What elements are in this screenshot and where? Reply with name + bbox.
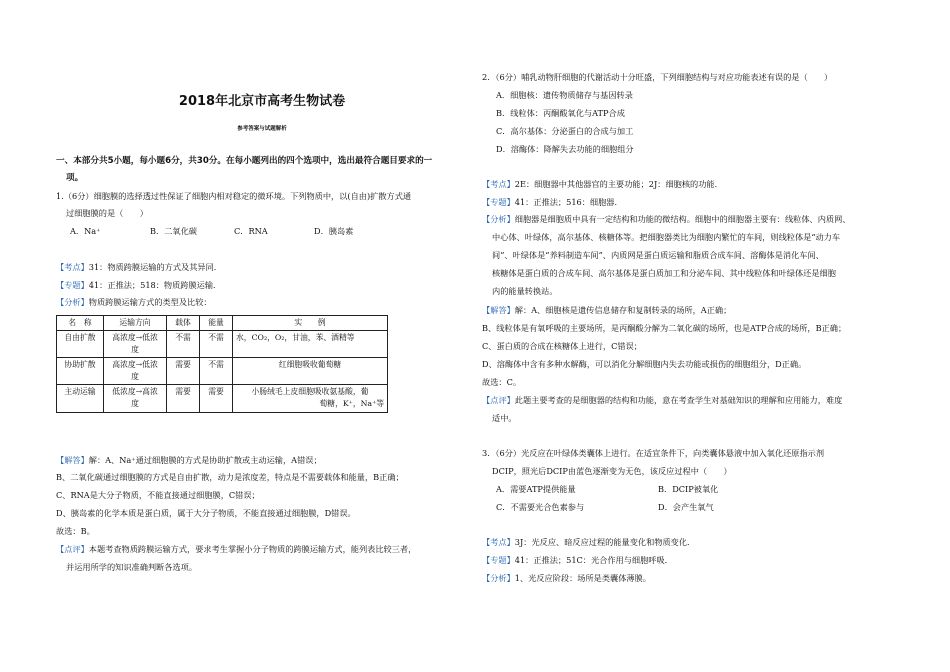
q1-stem-line2: 过细胞膜的是（ ） — [66, 208, 148, 218]
table-header-row — [57, 316, 388, 331]
q1-d-line: D、胰岛素的化学本质是蛋白质，属于大分子物质，不能直接通过细胞膜，D错误。 — [56, 508, 356, 518]
exam-title: 2018年北京市高考生物试卷 — [178, 94, 346, 109]
q2-c-line: C、蛋白质的合成在核糖体上进行，C错误； — [482, 341, 642, 351]
table-cell: 高浓度→低浓 度 — [104, 331, 167, 358]
q3-option-c: C．不需要光合色素参与 — [496, 502, 585, 512]
q2-dianping: 【点评】此题主要考查的是细胞器的结构和功能，意在考查学生对基础知识的理解和应用能力，难度 — [482, 395, 843, 405]
q1-answer: 故选：B。 — [56, 526, 95, 536]
transport-table — [56, 315, 388, 413]
fenxi-tag: 【分析】 — [482, 573, 515, 583]
table-cell: 红细胞吸收葡萄糖 — [233, 358, 388, 385]
table-cell: 小肠绒毛上皮细胞吸收氨基酸，葡 萄糖，K⁺，Na⁺等 — [233, 385, 388, 412]
exam-subtitle: 参考答案与试题解析 — [237, 126, 287, 132]
q2-fenxi-line2: 中心体、叶绿体，高尔基体、核糖体等。把细胞器类比为细胞内繁忙的车间，则线粒体是“动力车 — [492, 232, 841, 242]
zhuanti-tag: 【专题】 — [482, 197, 515, 207]
table-cell: 需要 — [200, 385, 233, 412]
table-cell: 不需 — [200, 358, 233, 385]
q1-b-line: B、二氧化碳通过细胞膜的方式是自由扩散，动力是浓度差，特点是不需要载体和能量，B正确； — [56, 472, 404, 482]
q1-zhuanti: 【专题】41：正推法；518：物质跨膜运输． — [56, 280, 222, 290]
q2-fenxi-line4: 核糖体是蛋白质的合成车间、高尔基体是蛋白质加工和分泌车间、其中线粒体和叶绿体还是细胞 — [492, 268, 836, 278]
jieda-tag: 【解答】 — [56, 455, 89, 465]
q1-option-d: D．胰岛素 — [314, 226, 354, 236]
q2-jieda: 【解答】解：A、细胞核是遗传信息储存和复制转录的场所，A正确； — [482, 305, 732, 315]
table-header-cell: 能量 — [200, 316, 233, 331]
zhuanti-tag: 【专题】 — [482, 555, 515, 565]
zhuanti-tag: 【专题】 — [56, 280, 89, 290]
q2-fenxi-line5: 内的能量转换站。 — [492, 286, 558, 296]
q1-option-a: A．Na⁺ — [70, 226, 101, 236]
table-cell: 需要 — [167, 358, 200, 385]
table-cell: 不需 — [167, 331, 200, 358]
q1-c-line: C、RNA是大分子物质，不能直接通过细胞膜，C错误； — [56, 490, 260, 500]
jieda-tag: 【解答】 — [482, 305, 515, 315]
table-cell: 协助扩散 — [57, 358, 104, 385]
q3-stem-line2: DCIP，照光后DCIP由蓝色逐渐变为无色，该反应过程中（ ） — [492, 466, 732, 476]
q1-option-c: C．RNA — [234, 226, 268, 236]
q2-b-line: B、线粒体是有氧呼吸的主要场所，是丙酮酸分解为二氧化碳的场所，也是ATP合成的场所，B正确； — [482, 323, 847, 333]
section-heading-line2: 项。 — [66, 173, 84, 183]
table-header-cell: 载体 — [167, 316, 200, 331]
table-cell: 需要 — [167, 385, 200, 412]
q2-d-line: D、溶酶体中含有多种水解酶，可以消化分解细胞内失去功能或损伤的细胞组分，D正确。 — [482, 359, 807, 369]
q2-zhuanti: 【专题】41：正推法；516：细胞器． — [482, 197, 623, 207]
table-header-cell: 实 例 — [233, 316, 388, 331]
section-heading-line1: 一、本部分共5小题，每小题6分，共30分。在每小题列出的四个选项中，选出最符合题目要求的一 — [56, 156, 433, 166]
kaodian-tag: 【考点】 — [482, 537, 515, 547]
q1-jieda: 【解答】解：A、Na⁺通过细胞膜的方式是协助扩散或主动运输，A错误； — [56, 455, 322, 465]
table-header-cell: 运输方向 — [104, 316, 167, 331]
q1-stem-line1: 1.（6分）细胞膜的选择透过性保证了细胞内相对稳定的微环境。下列物质中，以(自由)扩散方式通 — [56, 191, 412, 201]
q2-fenxi: 【分析】细胞器是细胞质中具有一定结构和功能的微结构。细胞中的细胞器主要有：线粒体、内质网、 — [482, 214, 851, 224]
q3-zhuanti: 【专题】41：正推法；51C：光合作用与细胞呼吸． — [482, 555, 673, 565]
table-header-cell: 名 称 — [57, 316, 104, 331]
q2-stem: 2．（6分）哺乳动物肝细胞的代谢活动十分旺盛，下列细胞结构与对应功能表述有误的是（ ） — [482, 72, 833, 82]
q3-stem-line1: 3．（6分）光反应在叶绿体类囊体上进行。在适宜条件下，向类囊体悬液中加入氧化还原指示剂 — [482, 448, 825, 458]
q2-option-b: B．线粒体：丙酮酸氧化与ATP合成 — [496, 108, 625, 118]
q3-kaodian: 【考点】3J：光反应、暗反应过程的能量变化和物质变化． — [482, 537, 696, 547]
table-cell: 低浓度→高浓 度 — [104, 385, 167, 412]
table-cell: 高浓度→低浓 度 — [104, 358, 167, 385]
q1-fenxi: 【分析】物质跨膜运输方式的类型及比较： — [56, 297, 212, 307]
dianping-tag: 【点评】 — [482, 395, 515, 405]
dianping-tag: 【点评】 — [56, 544, 89, 554]
q3-option-a: A．需要ATP提供能量 — [496, 484, 576, 494]
table-cell: 不需 — [200, 331, 233, 358]
table-row — [57, 331, 388, 358]
q1-kaodian: 【考点】31：物质跨膜运输的方式及其异同． — [56, 262, 222, 272]
table-row — [57, 358, 388, 385]
q2-option-d: D．溶酶体：降解失去功能的细胞组分 — [496, 144, 634, 154]
kaodian-tag: 【考点】 — [56, 262, 89, 272]
table-cell: 主动运输 — [57, 385, 104, 412]
table-cell: 自由扩散 — [57, 331, 104, 358]
q1-dianping-line2: 并运用所学的知识准确判断各选项。 — [66, 562, 198, 572]
fenxi-tag: 【分析】 — [56, 297, 89, 307]
q3-fenxi: 【分析】1、光反应阶段：场所是类囊体薄膜。 — [482, 573, 651, 583]
q3-option-b: B．DCIP被氧化 — [658, 484, 719, 494]
q3-option-d: D．会产生氧气 — [658, 502, 714, 512]
q2-dianping-line2: 适中。 — [492, 413, 517, 423]
fenxi-tag: 【分析】 — [482, 214, 515, 224]
table-cell: 水，CO₂，O₂，甘油，苯、酒精等 — [233, 331, 388, 358]
q2-answer: 故选：C。 — [482, 377, 522, 387]
table-row — [57, 385, 388, 412]
q1-dianping: 【点评】本题考查物质跨膜运输方式，要求考生掌握小分子物质的跨膜运输方式，能列表比较三者， — [56, 544, 417, 554]
q1-option-b: B．二氧化碳 — [150, 226, 197, 236]
q2-kaodian: 【考点】2E：细胞器中其他器官的主要功能；2J：细胞核的功能． — [482, 179, 723, 189]
kaodian-tag: 【考点】 — [482, 179, 515, 189]
q2-option-c: C．高尔基体：分泌蛋白的合成与加工 — [496, 126, 634, 136]
q2-option-a: A．细胞核：遗传物质储存与基因转录 — [496, 90, 633, 100]
q2-fenxi-line3: 间”、叶绿体是“养料制造车间”、内质网是蛋白质运输和脂质合成车间、溶酶体是消化车间、 — [492, 250, 824, 260]
